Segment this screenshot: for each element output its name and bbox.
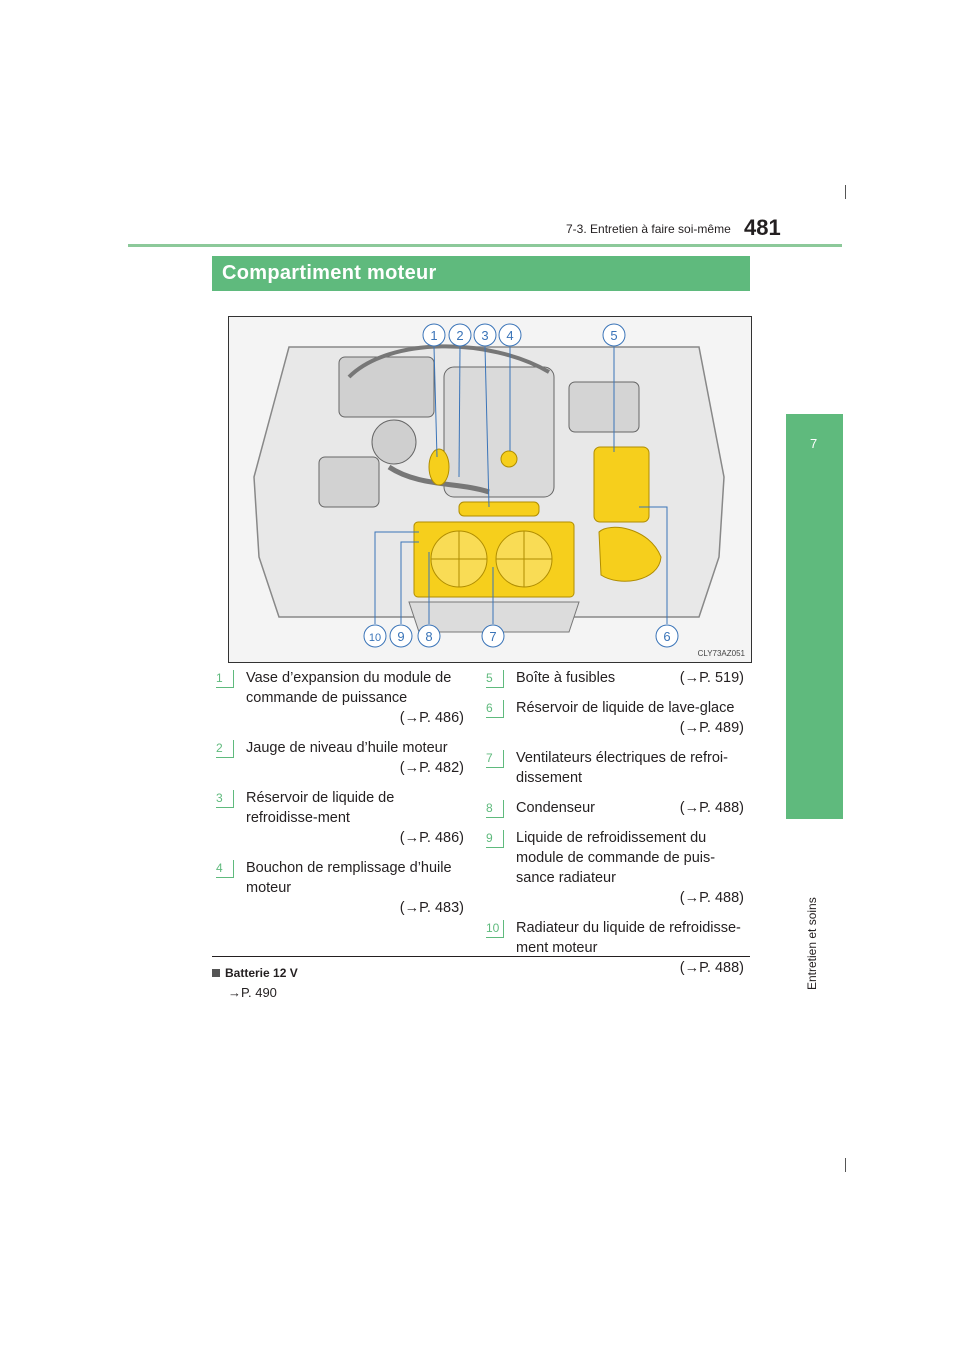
legend-item (214, 788, 464, 848)
note-page-reference: →P. 490 (228, 985, 277, 1000)
legend-item (484, 748, 744, 788)
note-title (212, 966, 298, 980)
crop-mark-top (845, 185, 846, 199)
chapter-title: Entretien et soins (805, 897, 819, 990)
legend-right (484, 668, 744, 988)
note-divider (212, 956, 750, 957)
page-reference: (→P. 488) (679, 960, 744, 976)
bullet-square-icon (212, 969, 220, 977)
legend-item (484, 668, 744, 688)
chapter-number: 7 (810, 436, 818, 451)
section-label: 7-3. Entretien à faire soi-même (566, 222, 731, 236)
header-divider (128, 244, 842, 247)
legend-left (214, 668, 464, 928)
legend-number: 4 (216, 860, 234, 878)
engine-drawing (229, 317, 751, 662)
crop-mark-bottom (845, 1158, 846, 1172)
legend-text: Radiateur du liquide de refroidisse-ment moteur (516, 920, 741, 956)
legend-text: Jauge de niveau d’huile moteur (246, 740, 448, 756)
legend-text: Boîte à fusibles (516, 670, 616, 686)
engine-compartment-illustration (228, 316, 752, 663)
legend-text: Liquide de refroidissement du module de commande de puis-sance radiateur (516, 830, 716, 886)
legend-item (484, 698, 744, 738)
legend-number: 3 (216, 790, 234, 808)
legend-item (214, 738, 464, 778)
callout-2: 2 (456, 328, 464, 343)
legend-item (214, 858, 464, 918)
legend-number: 6 (486, 700, 504, 718)
callout-8: 8 (425, 629, 433, 644)
callout-7: 7 (489, 629, 497, 644)
callout-1: 1 (430, 328, 438, 343)
legend-number: 9 (486, 830, 504, 848)
legend-number: 10 (486, 920, 504, 938)
callout-9: 9 (397, 629, 405, 644)
page-reference: (→P. 489) (679, 720, 744, 736)
callout-6: 6 (663, 629, 671, 644)
legend-number: 1 (216, 670, 234, 688)
legend-text: Condenseur (516, 800, 595, 816)
page-reference: (→P. 486) (399, 710, 464, 726)
page-reference: (→P. 483) (399, 900, 464, 916)
legend-number: 2 (216, 740, 234, 758)
legend-text: Réservoir de liquide de refroidisse-ment (246, 790, 395, 826)
page-number: 481 (744, 215, 781, 240)
callout-10: 10 (368, 632, 382, 644)
page-reference: (→P. 482) (399, 760, 464, 776)
legend-number: 5 (486, 670, 504, 688)
note-title-text: Batterie 12 V (225, 966, 298, 980)
chapter-tab (786, 414, 843, 819)
legend-item (214, 668, 464, 728)
page-reference: (→P. 488) (679, 890, 744, 906)
legend-number: 7 (486, 750, 504, 768)
legend-number: 8 (486, 800, 504, 818)
legend-item (484, 828, 744, 908)
legend-text: Réservoir de liquide de lave-glace (516, 700, 735, 716)
callout-4: 4 (506, 328, 514, 343)
page-reference: (→P. 486) (399, 830, 464, 846)
callout-3: 3 (481, 328, 489, 343)
figure-code: CLY73AZ051 (697, 649, 745, 658)
legend-text: Ventilateurs électriques de refroi-dissement (516, 750, 728, 786)
page-reference: (→P. 488) (679, 800, 744, 816)
legend-item (484, 918, 744, 978)
callout-5: 5 (610, 328, 618, 343)
legend-text: Bouchon de remplissage d’huile moteur (246, 860, 452, 896)
legend-item (484, 798, 744, 818)
legend-text: Vase d’expansion du module de commande de puissance (246, 670, 452, 706)
page-title: Compartiment moteur (212, 256, 750, 291)
page-reference: (→P. 519) (679, 670, 744, 686)
